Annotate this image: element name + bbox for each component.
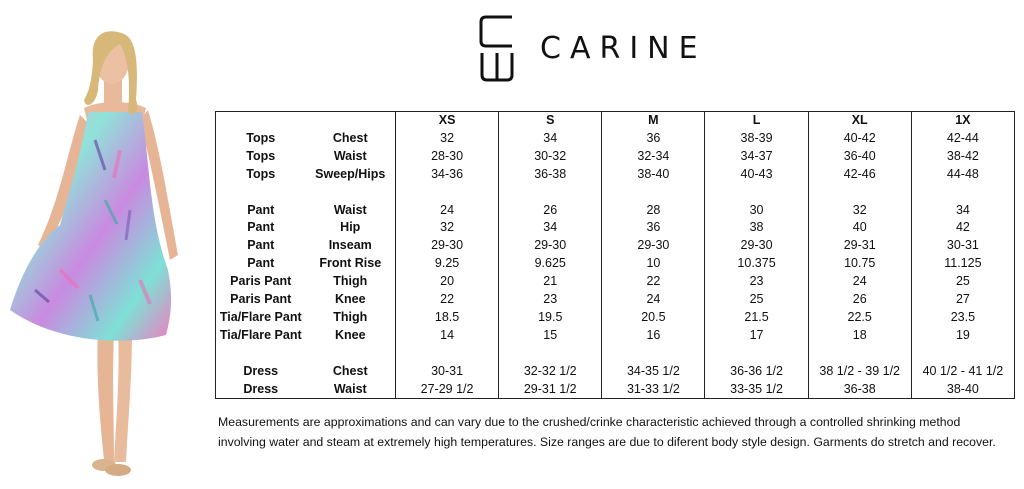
size-value-cell: 10.75 (808, 255, 911, 273)
garment-category: Dress (216, 381, 306, 399)
garment-category: Pant (216, 255, 306, 273)
size-label: 1X (911, 112, 1014, 130)
size-value-cell: 38 1/2 - 39 1/2 (808, 363, 911, 381)
size-value-cell: 29-30 (602, 237, 705, 255)
size-value-cell: 34-35 1/2 (602, 363, 705, 381)
size-value-cell: 32 (396, 219, 499, 237)
size-value-cell: 24 (602, 291, 705, 309)
size-chart-table (215, 111, 1015, 399)
size-value-cell: 24 (396, 202, 499, 220)
size-value-cell: 29-30 (499, 237, 602, 255)
spacer-cell (911, 345, 1014, 363)
size-label: XS (396, 112, 499, 130)
size-value-cell: 9.625 (499, 255, 602, 273)
size-value-cell: 19 (911, 327, 1014, 345)
size-value-cell: 16 (602, 327, 705, 345)
measurement-type: Knee (306, 327, 396, 345)
measurement-type: Sweep/Hips (306, 166, 396, 184)
left-leg (97, 330, 114, 462)
spacer-row (216, 184, 1015, 202)
table-row (216, 202, 1015, 220)
size-value-cell: 36-40 (808, 148, 911, 166)
header-blank (306, 112, 396, 130)
size-value-cell: 34 (499, 219, 602, 237)
size-value-cell: 40 (808, 219, 911, 237)
garment-category: Tia/Flare Pant (216, 327, 306, 345)
size-value-cell: 32-34 (602, 148, 705, 166)
table-row (216, 309, 1015, 327)
measurement-type: Hip (306, 219, 396, 237)
size-value-cell: 34-36 (396, 166, 499, 184)
size-value-cell: 27-29 1/2 (396, 381, 499, 399)
table-row (216, 237, 1015, 255)
size-value-cell: 27 (911, 291, 1014, 309)
spacer-cell (499, 184, 602, 202)
note-line: Measurements are approximations and can vary due to the crushed/crinke characteristic achieved through a controlled shrinking method (218, 415, 961, 429)
size-value-cell: 29-30 (396, 237, 499, 255)
size-value-cell: 38-40 (602, 166, 705, 184)
size-label: M (602, 112, 705, 130)
size-value-cell: 26 (808, 291, 911, 309)
note-line: involving water and steam at extremely high temperatures. Size ranges are due to diferent body style design. Garments do stretch and recover. (218, 435, 996, 449)
size-value-cell: 36-38 (808, 381, 911, 399)
right-sandal (105, 464, 131, 476)
size-value-cell: 23.5 (911, 309, 1014, 327)
size-value-cell: 22.5 (808, 309, 911, 327)
size-label: S (499, 112, 602, 130)
size-value-cell: 40 1/2 - 41 1/2 (911, 363, 1014, 381)
size-value-cell: 22 (602, 273, 705, 291)
size-value-cell: 21.5 (705, 309, 808, 327)
size-value-cell: 25 (705, 291, 808, 309)
table-row (216, 255, 1015, 273)
table-row (216, 291, 1015, 309)
measurement-type: Thigh (306, 273, 396, 291)
size-value-cell: 42-46 (808, 166, 911, 184)
size-value-cell: 21 (499, 273, 602, 291)
size-value-cell: 32 (396, 130, 499, 148)
size-value-cell: 40-42 (808, 130, 911, 148)
size-value-cell: 33-35 1/2 (705, 381, 808, 399)
spacer-cell (602, 345, 705, 363)
measurement-type: Chest (306, 130, 396, 148)
size-value-cell: 18 (808, 327, 911, 345)
garment-category: Paris Pant (216, 291, 306, 309)
spacer-cell (808, 345, 911, 363)
header-blank (216, 112, 306, 130)
garment-category: Tia/Flare Pant (216, 309, 306, 327)
table-row (216, 273, 1015, 291)
size-value-cell: 36 (602, 219, 705, 237)
brand-name: CARINE (540, 30, 707, 66)
size-value-cell: 29-30 (705, 237, 808, 255)
brand-header (478, 12, 707, 84)
table-row (216, 148, 1015, 166)
size-value-cell: 10 (602, 255, 705, 273)
spacer-cell (911, 184, 1014, 202)
garment-category: Tops (216, 130, 306, 148)
size-value-cell: 34 (499, 130, 602, 148)
size-value-cell: 30 (705, 202, 808, 220)
size-value-cell: 14 (396, 327, 499, 345)
size-value-cell: 40-43 (705, 166, 808, 184)
measurement-note (218, 412, 1018, 452)
table-row (216, 219, 1015, 237)
garment-category: Pant (216, 237, 306, 255)
table-row (216, 130, 1015, 148)
size-value-cell: 42 (911, 219, 1014, 237)
measurement-type: Waist (306, 381, 396, 399)
size-value-cell: 26 (499, 202, 602, 220)
size-value-cell: 36 (602, 130, 705, 148)
table-row (216, 381, 1015, 399)
spacer-cell (705, 345, 808, 363)
size-value-cell: 38-42 (911, 148, 1014, 166)
size-value-cell: 9.25 (396, 255, 499, 273)
spacer-cell (306, 345, 396, 363)
spacer-cell (705, 184, 808, 202)
size-value-cell: 28 (602, 202, 705, 220)
size-value-cell: 31-33 1/2 (602, 381, 705, 399)
spacer-cell (216, 184, 306, 202)
size-label: L (705, 112, 808, 130)
garment-category: Paris Pant (216, 273, 306, 291)
size-value-cell: 34-37 (705, 148, 808, 166)
size-value-cell: 25 (911, 273, 1014, 291)
size-value-cell: 38 (705, 219, 808, 237)
size-label: XL (808, 112, 911, 130)
size-value-cell: 18.5 (396, 309, 499, 327)
garment-category: Dress (216, 363, 306, 381)
size-value-cell: 38-39 (705, 130, 808, 148)
measurement-type: Front Rise (306, 255, 396, 273)
table-row (216, 327, 1015, 345)
measurement-type: Waist (306, 202, 396, 220)
spacer-cell (306, 184, 396, 202)
size-value-cell: 30-31 (396, 363, 499, 381)
size-value-cell: 34 (911, 202, 1014, 220)
size-value-cell: 32-32 1/2 (499, 363, 602, 381)
spacer-cell (396, 184, 499, 202)
size-value-cell: 11.125 (911, 255, 1014, 273)
garment-category: Tops (216, 166, 306, 184)
size-value-cell: 24 (808, 273, 911, 291)
table-row (216, 363, 1015, 381)
size-value-cell: 38-40 (911, 381, 1014, 399)
size-value-cell: 19.5 (499, 309, 602, 327)
size-value-cell: 29-31 (808, 237, 911, 255)
size-value-cell: 28-30 (396, 148, 499, 166)
garment-category: Tops (216, 148, 306, 166)
garment-category: Pant (216, 202, 306, 220)
size-value-cell: 30-32 (499, 148, 602, 166)
table-row (216, 166, 1015, 184)
size-value-cell: 23 (499, 291, 602, 309)
measurement-type: Waist (306, 148, 396, 166)
size-value-cell: 29-31 1/2 (499, 381, 602, 399)
size-header-row (216, 112, 1015, 130)
size-value-cell: 32 (808, 202, 911, 220)
size-value-cell: 15 (499, 327, 602, 345)
right-leg (114, 330, 132, 462)
measurement-type: Knee (306, 291, 396, 309)
size-value-cell: 20.5 (602, 309, 705, 327)
size-value-cell: 42-44 (911, 130, 1014, 148)
model-photo (0, 0, 205, 489)
measurement-type: Chest (306, 363, 396, 381)
size-value-cell: 30-31 (911, 237, 1014, 255)
spacer-cell (216, 345, 306, 363)
measurement-type: Inseam (306, 237, 396, 255)
spacer-cell (602, 184, 705, 202)
spacer-row (216, 345, 1015, 363)
size-value-cell: 36-36 1/2 (705, 363, 808, 381)
spacer-cell (499, 345, 602, 363)
measurement-type: Thigh (306, 309, 396, 327)
size-value-cell: 23 (705, 273, 808, 291)
size-value-cell: 17 (705, 327, 808, 345)
garment-category: Pant (216, 219, 306, 237)
size-value-cell: 44-48 (911, 166, 1014, 184)
size-value-cell: 10.375 (705, 255, 808, 273)
size-value-cell: 36-38 (499, 166, 602, 184)
brand-logo-icon (478, 13, 516, 83)
size-value-cell: 22 (396, 291, 499, 309)
size-value-cell: 20 (396, 273, 499, 291)
spacer-cell (396, 345, 499, 363)
spacer-cell (808, 184, 911, 202)
